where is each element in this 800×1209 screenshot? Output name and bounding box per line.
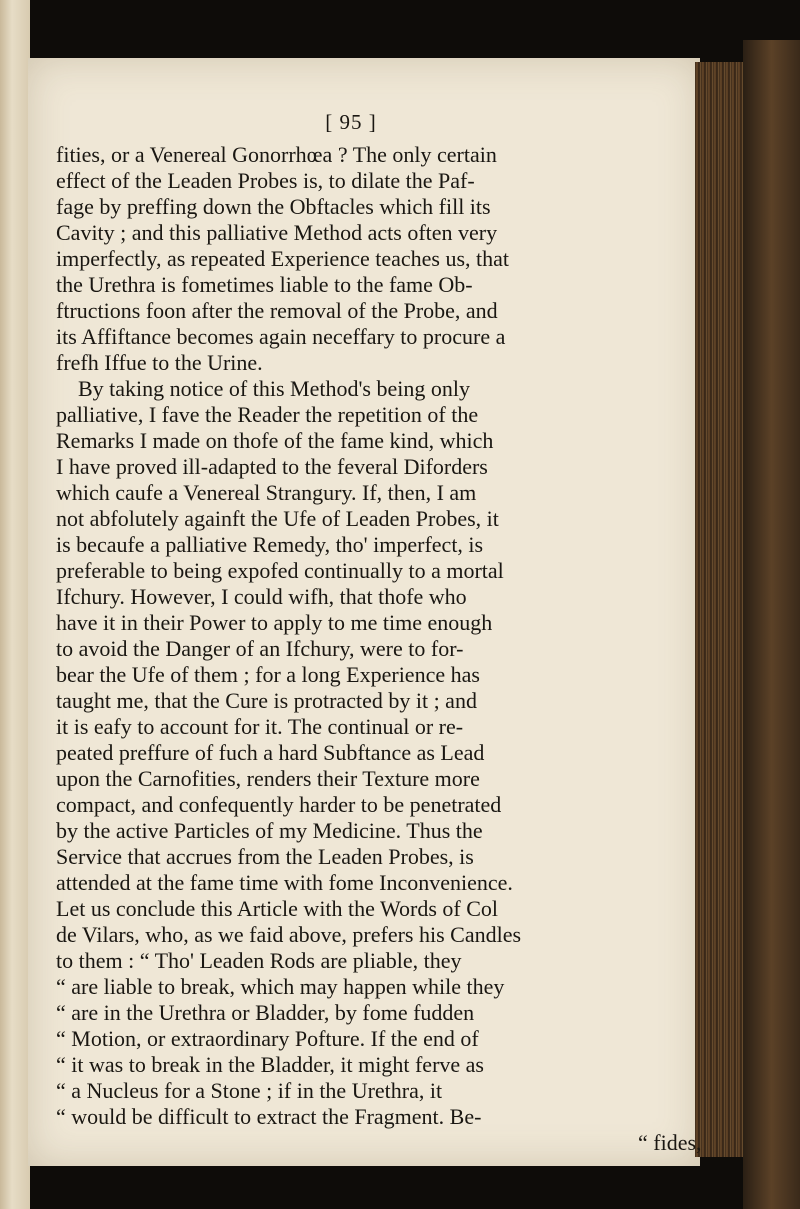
text-line: “ it was to break in the Bladder, it might ferve as [56,1052,484,1077]
text-line: Let us conclude this Article with the Words of Col [56,896,499,921]
text-line: to them : “ Tho' Leaden Rods are pliable, they [56,948,462,973]
text-line: taught me, that the Cure is protracted by it ; and [56,688,477,713]
text-line: by the active Particles of my Medicine. Thus the [56,818,483,843]
text-line: By taking notice of this Method's being only [78,376,470,401]
left-page-edge [0,0,30,1209]
text-line: “ are in the Urethra or Bladder, by fome fudden [56,1000,475,1025]
text-line: de Vilars, who, as we faid above, prefers his Candles [56,922,522,947]
text-line: Service that accrues from the Leaden Probes, is [56,844,474,869]
text-line: attended at the fame time with fome Inconvenience. [56,870,513,895]
text-line: Cavity ; and this palliative Method acts often very [56,220,498,245]
text-line: the Urethra is fometimes liable to the fame Ob- [56,272,473,297]
text-line: upon the Carnofities, renders their Texture more [56,766,480,791]
text-line: is becaufe a palliative Remedy, tho' imperfect, is [56,532,484,557]
page-fore-edge [695,62,743,1157]
text-line: “ are liable to break, which may happen while they [56,974,505,999]
text-line: peated preffure of fuch a hard Subftance as Lead [56,740,485,765]
text-line: imperfectly, as repeated Experience teaches us, that [56,246,510,271]
text-line: “ would be difficult to extract the Fragment. Be- [56,1104,482,1129]
page-number-header: [ 95 ] [325,110,377,134]
text-line: I have proved ill-adapted to the feveral Diforders [56,454,488,479]
text-line: fage by preffing down the Obftacles which fill its [56,194,491,219]
text-line: frefh Iffue to the Urine. [56,350,263,375]
text-line: it is eafy to account for it. The continual or re- [56,714,464,739]
text-line: its Affiftance becomes again neceffary to procure a [56,324,506,349]
text-line: ftructions foon after the removal of the Probe, and [56,298,498,323]
text-line: palliative, I fave the Reader the repetition of the [56,402,479,427]
text-line: to avoid the Danger of an Ifchury, were to for- [56,636,464,661]
text-line: bear the Ufe of them ; for a long Experience has [56,662,480,687]
text-line: Remarks I made on thofe of the fame kind, which [56,428,494,453]
text-line: Ifchury. However, I could wifh, that thofe who [56,584,467,609]
text-line: compact, and confequently harder to be penetrated [56,792,502,817]
text-line: not abfolutely againft the Ufe of Leaden Probes, it [56,506,499,531]
text-line: “ a Nucleus for a Stone ; if in the Urethra, it [56,1078,443,1103]
text-line: which caufe a Venereal Strangury. If, then, I am [56,480,477,505]
text-line: “ Motion, or extraordinary Pofture. If the end of [56,1026,479,1051]
catchword: “ fides, [638,1130,702,1155]
text-line: effect of the Leaden Probes is, to dilate the Paf- [56,168,475,193]
text-block [56,110,702,1155]
book-cover [743,40,800,1209]
text-line: preferable to being expofed continually to a mortal [56,558,504,583]
text-line: have it in their Power to apply to me time enough [56,610,493,635]
text-line: fities, or a Venereal Gonorrhœa ? The only certain [56,142,497,167]
